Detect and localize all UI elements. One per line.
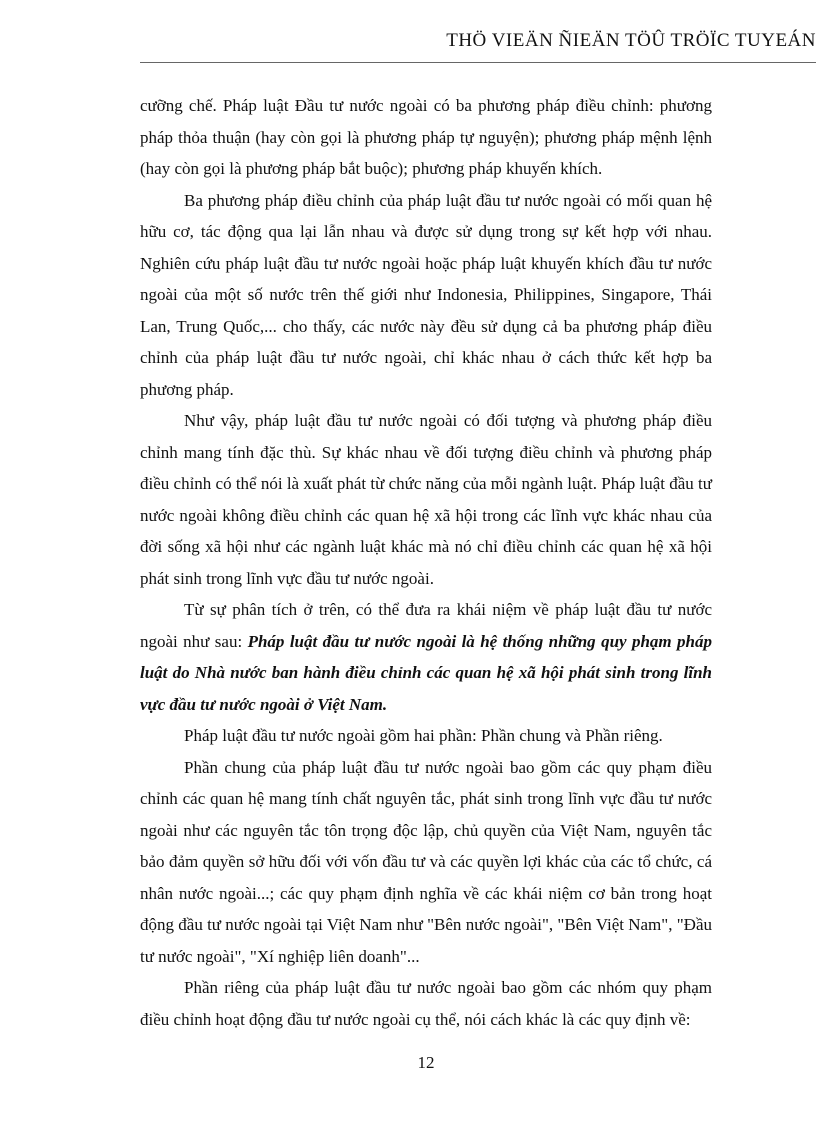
page-body xyxy=(140,90,712,1035)
paragraph-6: Phần chung của pháp luật đầu tư nước ngoài bao gồm các quy phạm điều chỉnh các quan hệ mang tính chất nguyên tắc, phát sinh trong lĩnh vực đầu tư nước ngoài như các nguyên tắc tôn trọng độc lập, chủ quyền của Việt Nam, nguyên tắc bảo đảm quyền sở hữu đối với vốn đầu tư và các quyền lợi khác của các tổ chức, cá nhân nước ngoài...; các quy phạm định nghĩa về các khái niệm cơ bản trong hoạt động đầu tư nước ngoài tại Việt Nam như "Bên nước ngoài", "Bên Việt Nam", "Đầu tư nước ngoài", "Xí nghiệp liên doanh"... xyxy=(140,757,712,966)
definition-intro: Từ sự phân tích ở trên, có thể đưa ra khái niệm về pháp luật đầu tư nước ngoài như sau: xyxy=(140,600,712,651)
paragraph-2: Ba phương pháp điều chỉnh của pháp luật đầu tư nước ngoài có mối quan hệ hữu cơ, tác động qua lại lẫn nhau và được sử dụng trong sự kết hợp với nhau. Nghiên cứu pháp luật đầu tư nước ngoài hoặc pháp luật khuyến khích đầu tư nước ngoài của một số nước trên thế giới như Indonesia, Philippines, Singapore, Thái Lan, Trung Quốc,... cho thấy, các nước này đều sử dụng cả ba phương pháp điều chỉnh của pháp luật đầu tư nước ngoài, chỉ khác nhau ở cách thức kết hợp ba phương pháp. xyxy=(140,190,712,399)
paragraph-4 xyxy=(140,594,712,720)
paragraph-3: Như vậy, pháp luật đầu tư nước ngoài có đối tượng và phương pháp điều chỉnh mang tính đặc thù. Sự khác nhau về đối tượng điều chỉnh và phương pháp điều chỉnh có thể nói là xuất phát từ chức năng của mỗi ngành luật. Pháp luật đầu tư nước ngoài không điều chỉnh các quan hệ xã hội trong các lĩnh vực khác nhau của đời sống xã hội như các ngành luật khác mà nó chỉ điều chỉnh các quan hệ xã hội phát sinh trong lĩnh vực đầu tư nước ngoài. xyxy=(140,411,712,588)
paragraph-5: Pháp luật đầu tư nước ngoài gồm hai phần: Phần chung và Phần riêng. xyxy=(184,726,663,745)
definition-statement: Pháp luật đầu tư nước ngoài là hệ thống những quy phạm pháp luật do Nhà nước ban hành điều chỉnh các quan hệ xã hội phát sinh trong lĩnh vực đầu tư nước ngoài ở Việt Nam. xyxy=(140,631,713,714)
header-rule xyxy=(140,62,816,63)
paragraph-1: cưỡng chế. Pháp luật Đầu tư nước ngoài có ba phương pháp điều chỉnh: phương pháp thỏa thuận (hay còn gọi là phương pháp tự nguyện); phương pháp mệnh lệnh (hay còn gọi là phương pháp bắt buộc); phương pháp khuyến khích. xyxy=(140,96,712,178)
header-title: THÖ VIEÄN ÑIEÄN TÖÛ TRÖÏC TUYEÁN xyxy=(446,30,816,51)
paragraph-7: Phần riêng của pháp luật đầu tư nước ngoài bao gồm các nhóm quy phạm điều chỉnh hoạt động đầu tư nước ngoài cụ thể, nói cách khác là các quy định về: xyxy=(140,978,712,1029)
page-number: 12 xyxy=(417,1053,435,1072)
